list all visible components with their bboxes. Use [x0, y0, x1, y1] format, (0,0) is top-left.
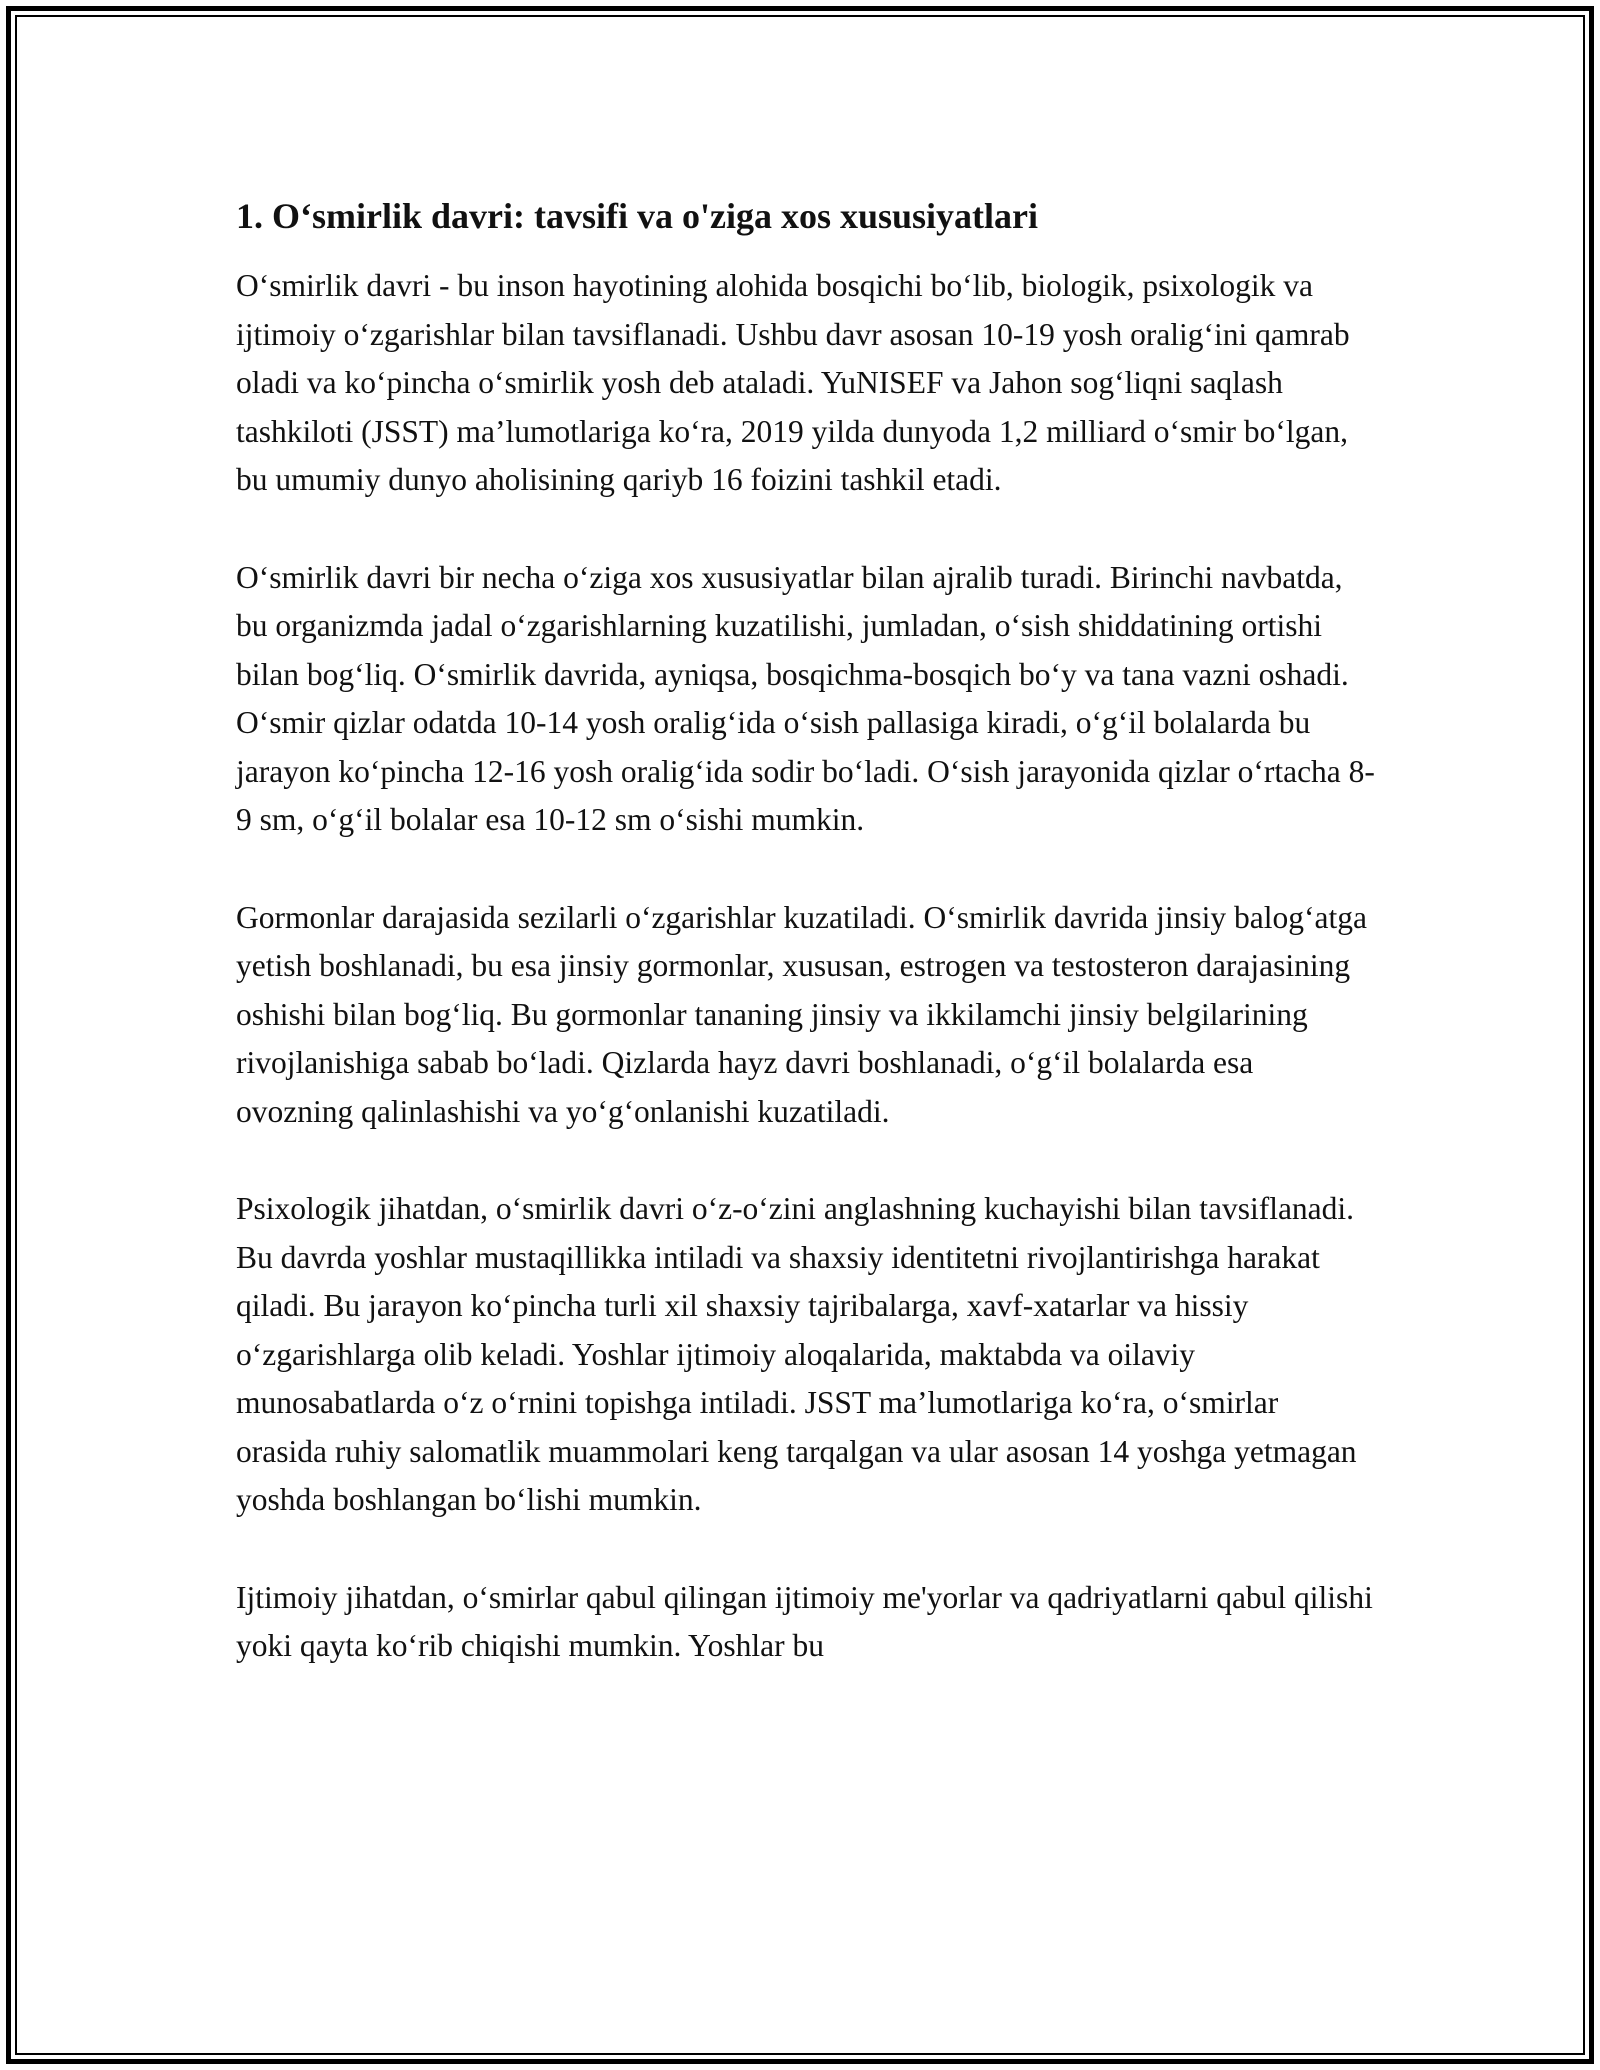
paragraph-social: Ijtimoiy jihatdan, o‘smirlar qabul qilingan ijtimoiy me'yorlar va qadriyatlarni qabul qilishi yoki qayta ko‘rib chiqishi mumkin. Yoshlar bu: [236, 1579, 1373, 1663]
document-body: [236, 192, 1376, 1720]
paragraph-hormones: Gormonlar darajasida sezilarli o‘zgarishlar kuzatiladi. O‘smirlik davrida jinsiy balog‘atga yetish boshlanadi, bu esa jinsiy gormonlar, xususan, estrogen va testosteron darajasining oshishi bilan bog‘liq. Bu gormonlar tananing jinsiy va ikkilamchi jinsiy belgilarining rivojlanishiga sabab bo‘ladi. Qizlarda hayz davri boshlanadi, o‘g‘il bolalarda esa ovozning qalinlashishi va yo‘g‘onlanishi kuzatiladi.: [236, 899, 1367, 1129]
section-heading: 1. O‘smirlik davri: tavsifi va o'ziga xos xususiyatlari: [236, 196, 1039, 236]
paragraph-features: O‘smirlik davri bir necha o‘ziga xos xususiyatlar bilan ajralib turadi. Birinchi navbatda, bu organizmda jadal o‘zgarishlarning kuzatilishi, jumladan, o‘sish shiddatining ortishi bilan bog‘liq. O‘smirlik davrida, ayniqsa, bosqichma-bosqich bo‘y va tana vazni oshadi. O‘smir qizlar odatda 10-14 yosh oralig‘ida o‘sish pallasiga kiradi, o‘g‘il bolalarda bu jarayon ko‘pincha 12-16 yosh oralig‘ida sodir bo‘ladi. O‘sish jarayonida qizlar o‘rtacha 8-9 sm, o‘g‘il bolalar esa 10-12 sm o‘sishi mumkin.: [236, 559, 1375, 837]
paragraph-psychology: Psixologik jihatdan, o‘smirlik davri o‘z-o‘zini anglashning kuchayishi bilan tavsiflanadi. Bu davrda yoshlar mustaqillikka intiladi va shaxsiy identitetni rivojlantirishga harakat qiladi. Bu jarayon ko‘pincha turli xil shaxsiy tajribalarga, xavf-xatarlar va hissiy o‘zgarishlarga olib keladi. Yoshlar ijtimoiy aloqalarida, maktabda va oilaviy munosabatlarda o‘z o‘rnini topishga intiladi. JSST ma’lumotlariga ko‘ra, o‘smirlar orasida ruhiy salomatlik muammolari keng tarqalgan va ular asosan 14 yoshga yetmagan yoshda boshlangan bo‘lishi mumkin.: [236, 1191, 1357, 1517]
paragraph-intro: O‘smirlik davri - bu inson hayotining alohida bosqichi bo‘lib, biologik, psixologik va ijtimoiy o‘zgarishlar bilan tavsiflanadi. Ushbu davr asosan 10-19 yosh oralig‘ini qamrab oladi va ko‘pincha o‘smirlik yosh deb ataladi. YuNISEF va Jahon sog‘liqni saqlash tashkiloti (JSST) ma’lumotlariga ko‘ra, 2019 yilda dunyoda 1,2 milliard o‘smir bo‘lgan, bu umumiy dunyo aholisining qariyb 16 foizini tashkil etadi.: [236, 268, 1350, 497]
